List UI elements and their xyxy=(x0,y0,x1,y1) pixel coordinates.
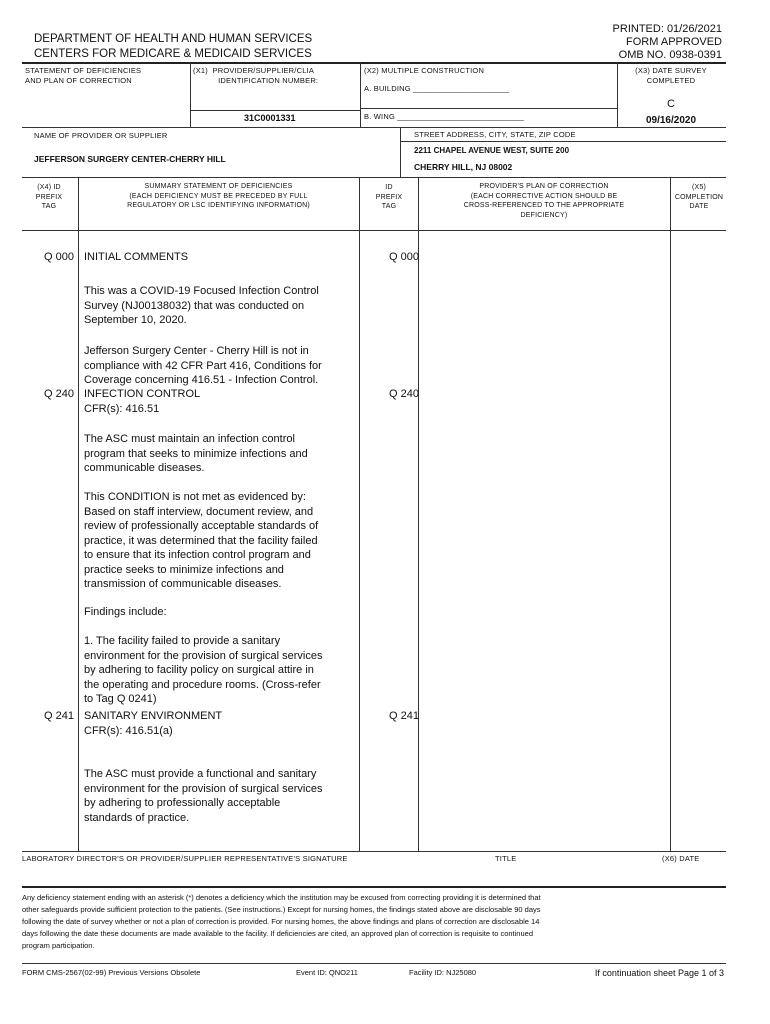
q241-cfr: CFR(s): 416.51(a) xyxy=(84,725,173,737)
prefix-tag-q240: Q 240 xyxy=(44,388,74,400)
row-rule xyxy=(22,230,726,231)
disclosure-note: Any deficiency statement ending with an asterisk (*) denotes a deficiency which the institution may be excused from correcting providing it is determined that other safeguards provide sufficient protection to the patients. (See instructions.) Except for nursing homes, the findings stated above are disclosable 90 days following the date of survey whether or not a plan of correction is provided. For nursing homes, the above findings and plans of correction are disclosable 14 days following the date these documents are made available to the facility. If deficiencies are cited, an approved plan of correction is requisite to continued program participation. xyxy=(22,893,541,950)
address-line-1: 2211 CHAPEL AVENUE WEST, SUITE 200 xyxy=(414,146,570,155)
prefix-tag-q241: Q 241 xyxy=(44,710,74,722)
id-tag-q240: Q 240 xyxy=(389,388,419,400)
column-divider xyxy=(418,177,419,851)
finding-1-paragraph: 1. The facility failed to provide a sanitary environment for the provision of surgical services by adhering to facility policy on surgical attire in the operating and procedure rooms. (Cross-refer to Tag Q 0241) xyxy=(84,635,323,705)
q241-title: SANITARY ENVIRONMENT xyxy=(84,710,223,722)
divider xyxy=(617,62,618,127)
divider xyxy=(400,127,401,177)
building-field: A. BUILDING ______________________ xyxy=(364,84,510,93)
department-title xyxy=(34,32,312,62)
facility-id: Facility ID: NJ25080 xyxy=(409,968,477,977)
findings-heading: Findings include: xyxy=(84,606,167,618)
form-approved: FORM APPROVED xyxy=(626,36,722,48)
initial-comments-heading: INITIAL COMMENTS xyxy=(84,251,189,263)
column-divider xyxy=(670,177,671,851)
form-id: FORM CMS-2567(02-99) Previous Versions Obsolete xyxy=(22,968,201,977)
signature-bottom-rule xyxy=(22,886,726,888)
omb-block xyxy=(613,23,722,62)
event-id: Event ID: QNO211 xyxy=(296,968,358,977)
column-divider xyxy=(78,177,79,851)
footer-rule xyxy=(22,963,726,964)
id-tag-q241: Q 241 xyxy=(389,710,419,722)
id-tag-q000: Q 000 xyxy=(389,251,419,263)
divider xyxy=(360,108,617,109)
compliance-paragraph: Jefferson Surgery Center - Cherry Hill is not in compliance with 42 CFR Part 416, Conditions for Coverage concerning 416.51 - Infection Control. xyxy=(84,345,322,386)
page-indicator: If continuation sheet Page 1 of 3 xyxy=(594,968,724,978)
provider-name: JEFFERSON SURGERY CENTER-CHERRY HILL xyxy=(34,154,226,164)
column-divider xyxy=(359,177,360,851)
survey-date: 09/16/2020 xyxy=(645,115,697,126)
summary-header: SUMMARY STATEMENT OF DEFICIENCIES (EACH DEFICIENCY MUST BE PRECEDED BY FULL REGULATORY OR LSC IDENTIFYING INFORMATION) xyxy=(127,183,310,209)
divider xyxy=(400,141,726,142)
signature-label: LABORATORY DIRECTOR'S OR PROVIDER/SUPPLIER REPRESENTATIVE'S SIGNATURE xyxy=(22,854,348,863)
provider-id-number: 31C0001331 xyxy=(244,113,296,123)
signature-rule xyxy=(22,851,726,852)
address-line-2: CHERRY HILL, NJ 08002 xyxy=(414,162,513,172)
q240-cfr: CFR(s): 416.51 xyxy=(84,403,160,415)
x4-header: (X4) ID PREFIX TAG xyxy=(35,184,63,210)
address-label: STREET ADDRESS, CITY, STATE, ZIP CODE xyxy=(414,130,576,139)
department-line-2: CENTERS FOR MEDICARE & MEDICAID SERVICES xyxy=(34,48,312,60)
omb-number: OMB NO. 0938-0391 xyxy=(618,49,722,61)
row-rule xyxy=(22,127,726,128)
top-rule xyxy=(22,62,726,64)
title-label: TITLE xyxy=(495,854,517,863)
id-header: ID PREFIX TAG xyxy=(375,184,403,210)
survey-completed-label: (X3) DATE SURVEY COMPLETED xyxy=(635,66,707,85)
survey-paragraph: This was a COVID-19 Focused Infection Control Survey (NJ00138032) that was conducted on September 10, 2020. xyxy=(84,285,319,326)
divider xyxy=(190,62,191,127)
wing-field: B. WING _____________________________ xyxy=(364,112,525,121)
row-rule xyxy=(22,177,726,178)
printed-date: PRINTED: 01/26/2021 xyxy=(612,23,722,35)
department-line-1: DEPARTMENT OF HEALTH AND HUMAN SERVICES xyxy=(34,33,313,45)
condition-paragraph: This CONDITION is not met as evidenced by: Based on staff interview, document review, and review of professionally acceptable standards of practice, it was determined that the facility failed to ensure that its infection control program and practice seeks to minimize infections and transmission of communicable diseases. xyxy=(84,491,319,590)
infection-control-paragraph: The ASC must maintain an infection control program that seeks to minimize infections and communicable diseases. xyxy=(84,433,308,474)
x5-header: (X5) COMPLETION DATE xyxy=(674,184,724,210)
sanitary-paragraph: The ASC must provide a functional and sanitary environment for the provision of surgical services by adhering to professionally acceptable standards of practice. xyxy=(84,768,323,824)
divider xyxy=(360,62,361,127)
plan-header: PROVIDER'S PLAN OF CORRECTION (EACH CORRECTIVE ACTION SHOULD BE CROSS-REFERENCED TO THE APPROPRIATE DEFICIENCY) xyxy=(463,183,625,219)
survey-code: C xyxy=(667,98,675,110)
statement-label: STATEMENT OF DEFICIENCIES AND PLAN OF CORRECTION xyxy=(25,66,142,85)
q240-title: INFECTION CONTROL xyxy=(84,388,201,400)
x6-date-label: (X6) DATE xyxy=(662,854,700,863)
divider xyxy=(190,110,360,111)
multiple-construction-label: (X2) MULTIPLE CONSTRUCTION xyxy=(364,66,485,75)
prefix-tag-q000: Q 000 xyxy=(44,251,74,263)
provider-id-label: (X1) PROVIDER/SUPPLIER/CLIA IDENTIFICATION NUMBER: xyxy=(193,66,319,85)
provider-name-label: NAME OF PROVIDER OR SUPPLIER xyxy=(34,131,168,140)
